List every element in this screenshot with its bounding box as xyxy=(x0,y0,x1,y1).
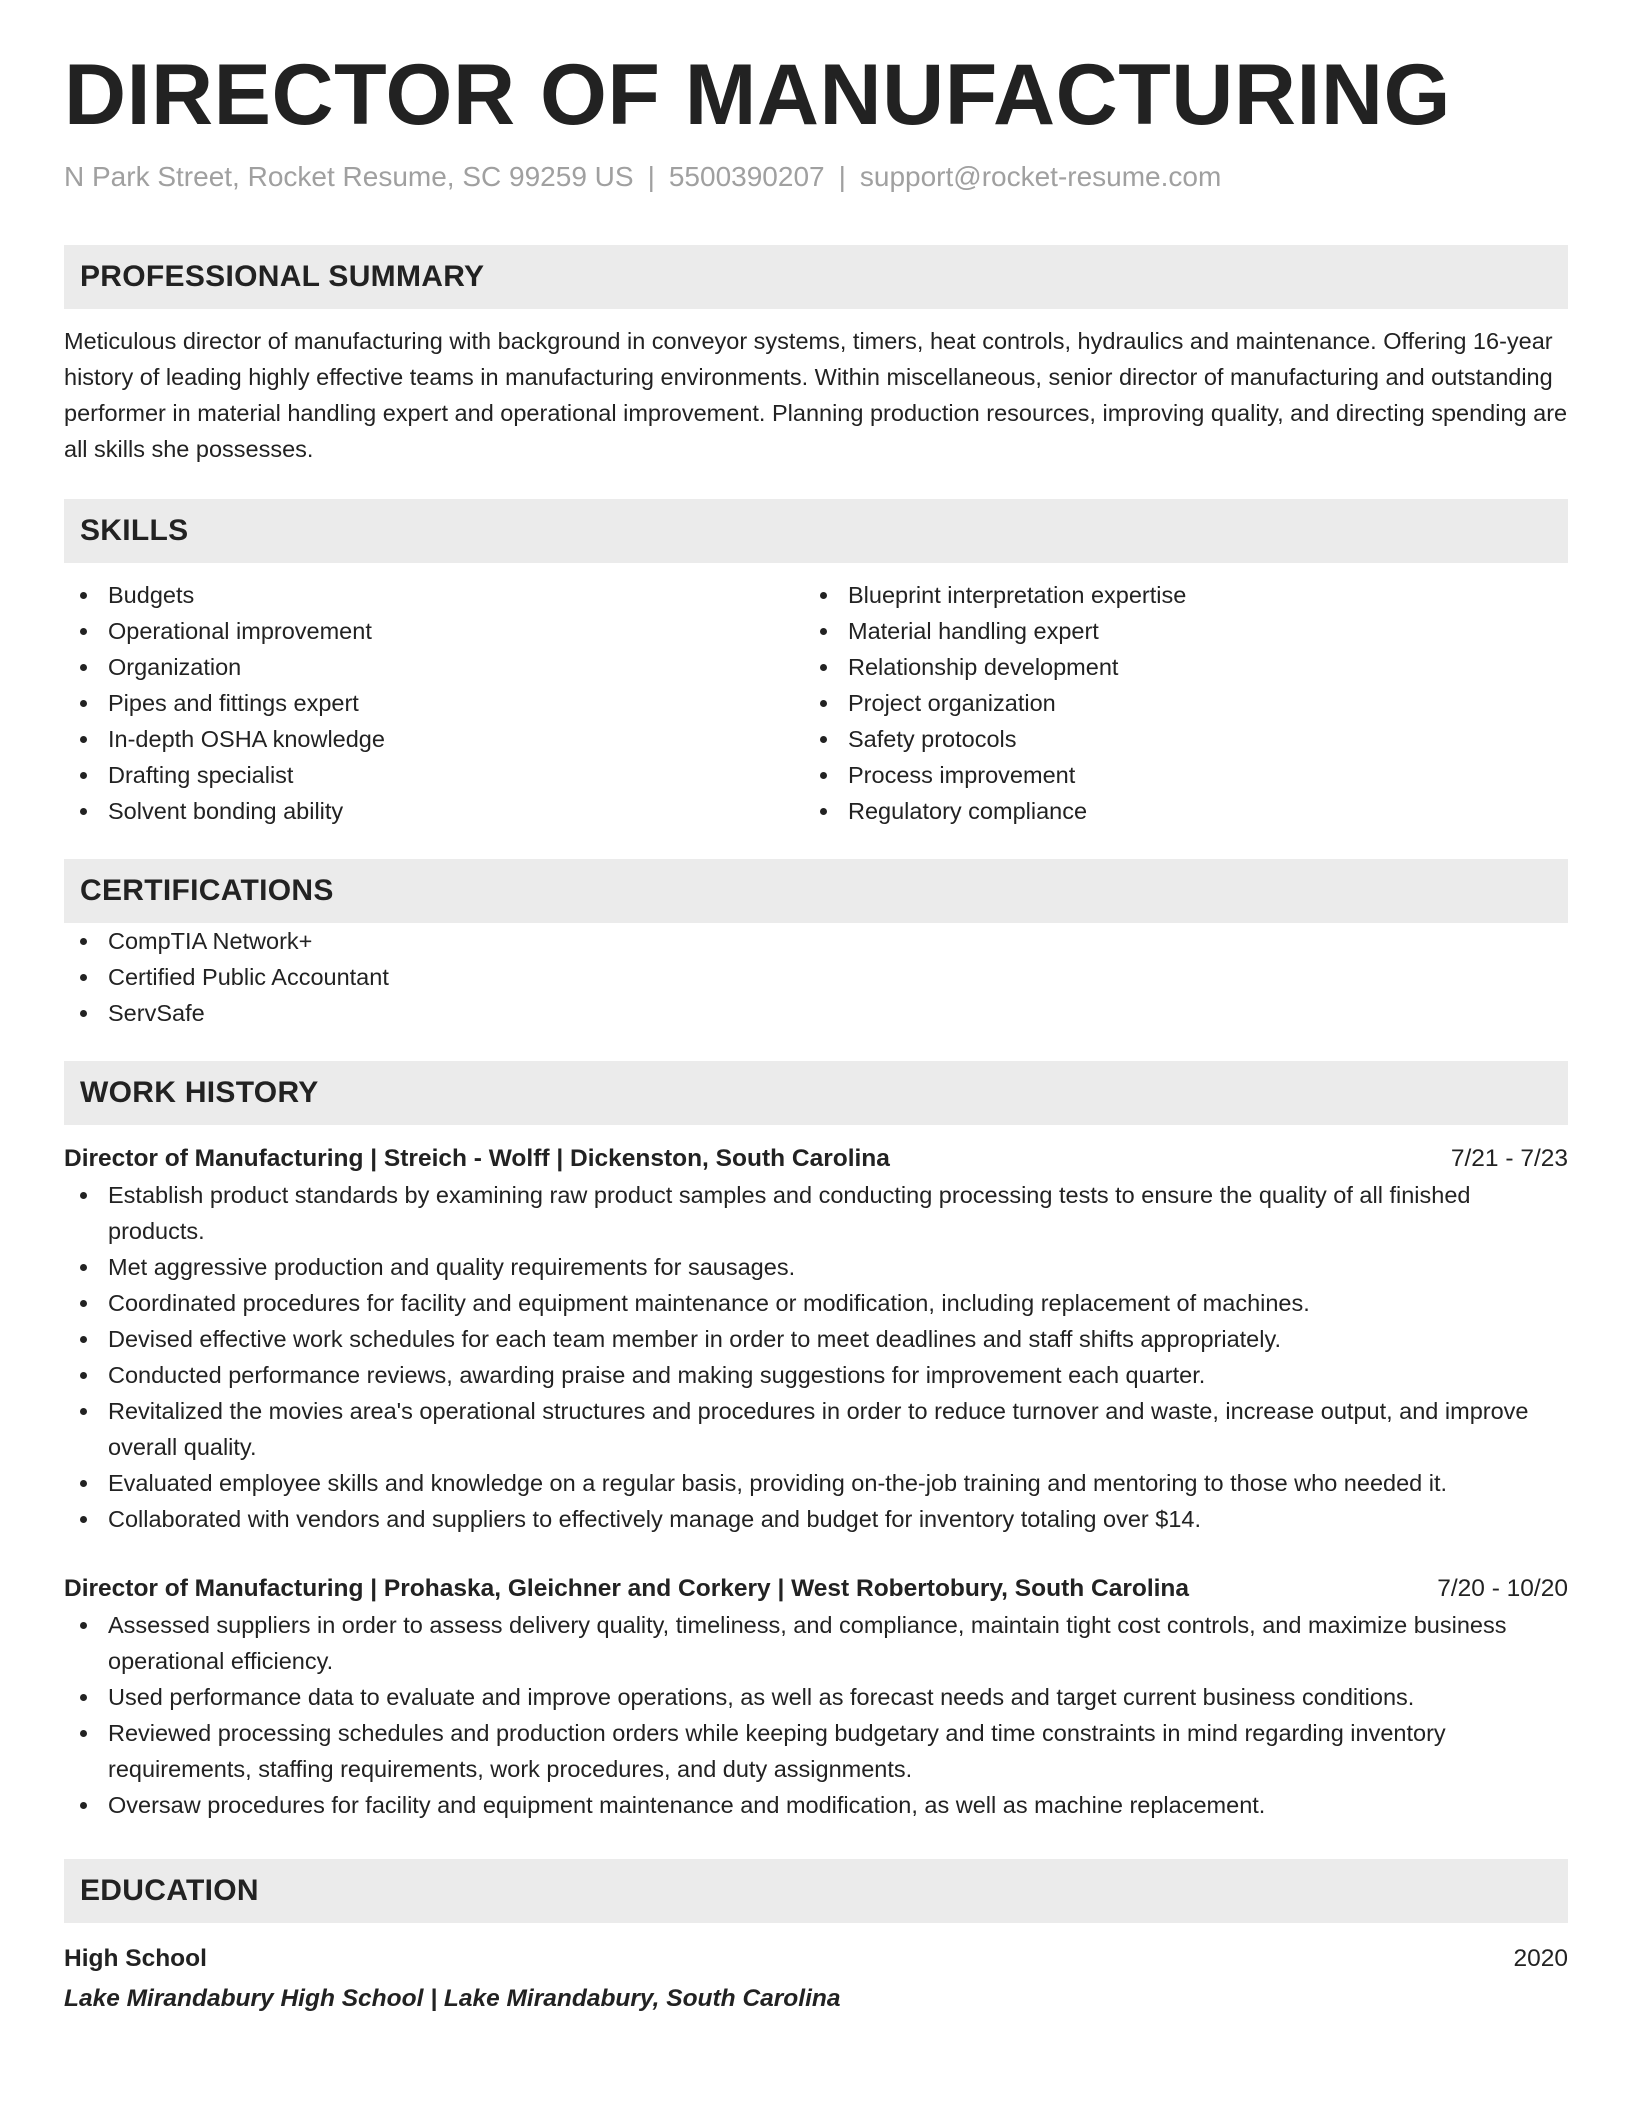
work-heading: WORK HISTORY xyxy=(80,1075,319,1109)
job-bullet-text: Oversaw procedures for facility and equipment maintenance and modification, as well as machine replacement. xyxy=(108,1791,1266,1818)
skill-text: Pipes and fittings expert xyxy=(108,689,359,716)
skill-text: Solvent bonding ability xyxy=(108,797,344,824)
bullet-icon xyxy=(820,736,827,743)
skill-text: Process improvement xyxy=(848,761,1076,788)
certification-item xyxy=(64,923,1568,959)
skill-item xyxy=(804,793,1568,829)
contact-phone: 5500390207 xyxy=(668,160,825,192)
skill-item xyxy=(64,757,804,793)
work-section-header xyxy=(64,1061,1568,1125)
skill-item xyxy=(64,649,804,685)
skills-list-left xyxy=(64,577,804,829)
job-title: Director of Manufacturing | Streich - Wolff | Dickenston, South Carolina xyxy=(64,1144,890,1172)
job-title: Director of Manufacturing | Prohaska, Gleichner and Corkery | West Robertobury, South Carolina xyxy=(64,1574,1190,1602)
job-bullet xyxy=(64,1393,1568,1465)
certification-text: ServSafe xyxy=(108,999,205,1026)
job-bullet-text: Revitalized the movies area's operational structures and procedures in order to reduce turnover and waste, increase output, and improve overall quality. xyxy=(108,1397,1529,1460)
job-bullet-text: Evaluated employee skills and knowledge on a regular basis, providing on-the-job training and mentoring to those who needed it. xyxy=(108,1469,1448,1496)
skill-text: Project organization xyxy=(848,689,1056,716)
contact-line xyxy=(64,159,1568,195)
skill-item xyxy=(804,613,1568,649)
certification-text: Certified Public Accountant xyxy=(108,963,389,990)
summary-heading: PROFESSIONAL SUMMARY xyxy=(80,259,485,293)
summary-text: Meticulous director of manufacturing with background in conveyor systems, timers, heat controls, hydraulics and maintenance. Offering 16-year history of leading highly effective teams in manufacturing environments. Within miscellaneous, senior director of manufacturing and outstanding performer in material handling expert and operational improvement. Planning production resources, improving quality, and directing spending are all skills she possesses. xyxy=(64,327,1568,462)
bullet-icon xyxy=(80,1300,87,1307)
bullet-icon xyxy=(80,1730,87,1737)
skills-list-right xyxy=(804,577,1568,829)
job-dates: 7/20 - 10/20 xyxy=(1437,1574,1568,1602)
contact-separator: | xyxy=(647,160,655,192)
bullet-icon xyxy=(80,592,87,599)
education-school: Lake Mirandabury High School | Lake Mirandabury, South Carolina xyxy=(64,1984,841,2012)
bullet-icon xyxy=(80,1622,87,1629)
job-header xyxy=(64,1571,1568,1607)
bullet-icon xyxy=(820,664,827,671)
bullet-icon xyxy=(820,628,827,635)
certifications-heading: CERTIFICATIONS xyxy=(80,873,334,907)
skill-text: Budgets xyxy=(108,581,195,608)
bullet-icon xyxy=(80,628,87,635)
skill-item xyxy=(64,613,804,649)
bullet-icon xyxy=(80,974,87,981)
job-dates: 7/21 - 7/23 xyxy=(1450,1144,1568,1172)
skill-item xyxy=(804,721,1568,757)
job-bullet-text: Met aggressive production and quality requirements for sausages. xyxy=(108,1253,796,1280)
bullet-icon xyxy=(80,808,87,815)
job-bullet xyxy=(64,1465,1568,1501)
skills-grid xyxy=(64,577,1568,829)
job-bullets xyxy=(64,1607,1568,1823)
certifications-section-header xyxy=(64,859,1568,923)
job-bullets xyxy=(64,1177,1568,1537)
job-bullet xyxy=(64,1321,1568,1357)
skill-item xyxy=(64,721,804,757)
job-bullet-text: Used performance data to evaluate and improve operations, as well as forecast needs and target current business conditions. xyxy=(108,1683,1415,1710)
skills-section-header xyxy=(64,499,1568,563)
bullet-icon xyxy=(80,938,87,945)
summary-section-header xyxy=(64,245,1568,309)
bullet-icon xyxy=(80,1802,87,1809)
bullet-icon xyxy=(80,664,87,671)
job-entry xyxy=(64,1571,1568,1823)
skill-text: Organization xyxy=(108,653,242,680)
bullet-icon xyxy=(80,736,87,743)
skill-item xyxy=(804,685,1568,721)
job-bullet xyxy=(64,1285,1568,1321)
job-header xyxy=(64,1141,1568,1177)
bullet-icon xyxy=(80,1336,87,1343)
skill-item xyxy=(804,757,1568,793)
job-bullet-text: Conducted performance reviews, awarding praise and making suggestions for improvement each quarter. xyxy=(108,1361,1206,1388)
skill-text: Safety protocols xyxy=(848,725,1017,752)
contact-separator: | xyxy=(838,160,846,192)
job-entry xyxy=(64,1141,1568,1537)
certification-item xyxy=(64,959,1568,995)
bullet-icon xyxy=(80,1516,87,1523)
education-heading: EDUCATION xyxy=(80,1873,259,1907)
job-bullet xyxy=(64,1679,1568,1715)
job-bullet xyxy=(64,1787,1568,1823)
job-bullet-text: Devised effective work schedules for each team member in order to meet deadlines and staff shifts appropriately. xyxy=(108,1325,1281,1352)
resume-name: DIRECTOR OF MANUFACTURING xyxy=(64,47,1451,143)
bullet-icon xyxy=(80,1010,87,1017)
job-bullet xyxy=(64,1177,1568,1249)
bullet-icon xyxy=(80,1694,87,1701)
bullet-icon xyxy=(820,700,827,707)
education-year: 2020 xyxy=(1513,1944,1568,1972)
job-bullet xyxy=(64,1715,1568,1787)
certifications-list xyxy=(64,923,1568,1031)
skill-text: Drafting specialist xyxy=(108,761,294,788)
job-bullet-text: Collaborated with vendors and suppliers to effectively manage and budget for inventory totaling over $14. xyxy=(108,1505,1201,1532)
bullet-icon xyxy=(80,772,87,779)
education-degree: High School xyxy=(64,1944,207,1972)
skills-heading: SKILLS xyxy=(80,513,189,547)
education-section-header xyxy=(64,1859,1568,1923)
job-bullet xyxy=(64,1249,1568,1285)
education-entry xyxy=(64,1941,1568,1977)
contact-address: N Park Street, Rocket Resume, SC 99259 US xyxy=(64,160,634,192)
job-bullet xyxy=(64,1357,1568,1393)
job-bullet-text: Reviewed processing schedules and production orders while keeping budgetary and time constraints in mind regarding inventory requirements, staffing requirements, work procedures, and duty assignments. xyxy=(108,1719,1446,1782)
bullet-icon xyxy=(820,772,827,779)
bullet-icon xyxy=(80,1408,87,1415)
bullet-icon xyxy=(80,1480,87,1487)
skill-item xyxy=(64,685,804,721)
skill-item xyxy=(64,577,804,613)
skill-text: Material handling expert xyxy=(848,617,1099,644)
bullet-icon xyxy=(820,808,827,815)
skill-text: Operational improvement xyxy=(108,617,372,644)
skill-item xyxy=(804,649,1568,685)
bullet-icon xyxy=(820,592,827,599)
job-bullet-text: Assessed suppliers in order to assess delivery quality, timeliness, and compliance, maintain tight cost controls, and maximize business operational efficiency. xyxy=(108,1611,1507,1674)
skill-text: Relationship development xyxy=(848,653,1119,680)
skill-text: Blueprint interpretation expertise xyxy=(848,581,1187,608)
contact-email: support@rocket-resume.com xyxy=(859,160,1222,192)
job-bullet-text: Establish product standards by examining raw product samples and conducting processing tests to ensure the quality of all finished products. xyxy=(108,1181,1471,1244)
certification-item xyxy=(64,995,1568,1031)
bullet-icon xyxy=(80,1372,87,1379)
skill-item xyxy=(804,577,1568,613)
bullet-icon xyxy=(80,700,87,707)
skill-text: Regulatory compliance xyxy=(848,797,1088,824)
job-bullet xyxy=(64,1607,1568,1679)
skill-item xyxy=(64,793,804,829)
certification-text: CompTIA Network+ xyxy=(108,927,313,954)
skill-text: In-depth OSHA knowledge xyxy=(108,725,385,752)
bullet-icon xyxy=(80,1192,87,1199)
job-bullet-text: Coordinated procedures for facility and equipment maintenance or modification, including replacement of machines. xyxy=(108,1289,1310,1316)
job-bullet xyxy=(64,1501,1568,1537)
bullet-icon xyxy=(80,1264,87,1271)
